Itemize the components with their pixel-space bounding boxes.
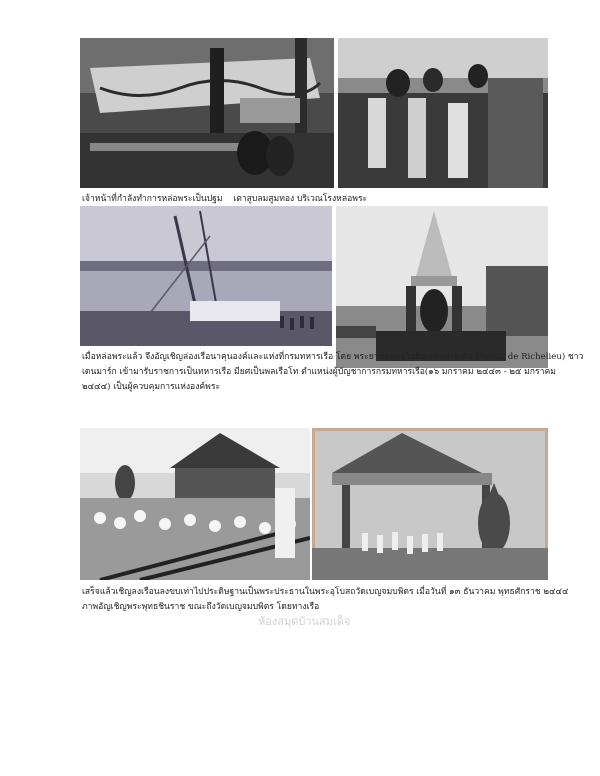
caption-row1 <box>82 192 367 207</box>
caption-row2-line1: เมื่อหล่อพระแล้ว จึงอัญเชิญล่องเรือนาคุนองค์และแห่งที่กรมทหารเรือ โดย พระยาชลยุทธโยธิน (Andre du Plessis de Richelieu) ชาว <box>82 352 584 362</box>
watermark: ห้องสมุดบ้านสมเด็จ <box>258 615 351 628</box>
caption-row2 <box>82 350 583 395</box>
photo-river-procession <box>80 206 332 346</box>
caption-row3 <box>82 585 569 615</box>
caption-row3-line1: เสร็จแล้วเชิญลงเรือนลงขบเท่าไปประดิษฐานเป็นพระประธานในพระอุโบสถวัดเบญจมบพิตร เมื่อวันที่ ๑๓ ธันวาคม พุทธศักราช ๒๔๔๔ <box>82 587 569 597</box>
caption-row1-left: เจ้าหน้าที่กำลังทำการหล่อพระเป็นปฐม <box>82 194 223 204</box>
caption-row3-line2: ภาพอัญเชิญพระพุทธชินราช ขณะถึงวัดเบญจมบพิตร โดยทางเรือ <box>82 602 320 612</box>
photo-bellows-furnace <box>338 38 548 188</box>
caption-row2-line3: ๒๔๔๔) เป็นผู้ควบคุมการแห่งองค์พระ <box>82 382 221 392</box>
photo-buddha-on-barge <box>336 206 548 368</box>
caption-row2-line2: เดนมาร์ก เข้ามารับราชการเป็นทหารเรือ มียศเป็นพลเรือโท ตำแหน่งผู้บัญชาการกรมทหารเรือ(๑๖ มกราคม ๒๔๔๓ - ๒๕ มกราคม <box>82 367 556 377</box>
photo-casting-buddha-workers <box>80 38 334 188</box>
photo-buddha-arrival-wat-benchamabophit <box>312 428 548 580</box>
caption-row1-right: เตาสูบลมสูมทอง บริเวณโรงหล่อพระ <box>233 194 368 204</box>
photo-crowd-rail-transport <box>80 428 310 580</box>
